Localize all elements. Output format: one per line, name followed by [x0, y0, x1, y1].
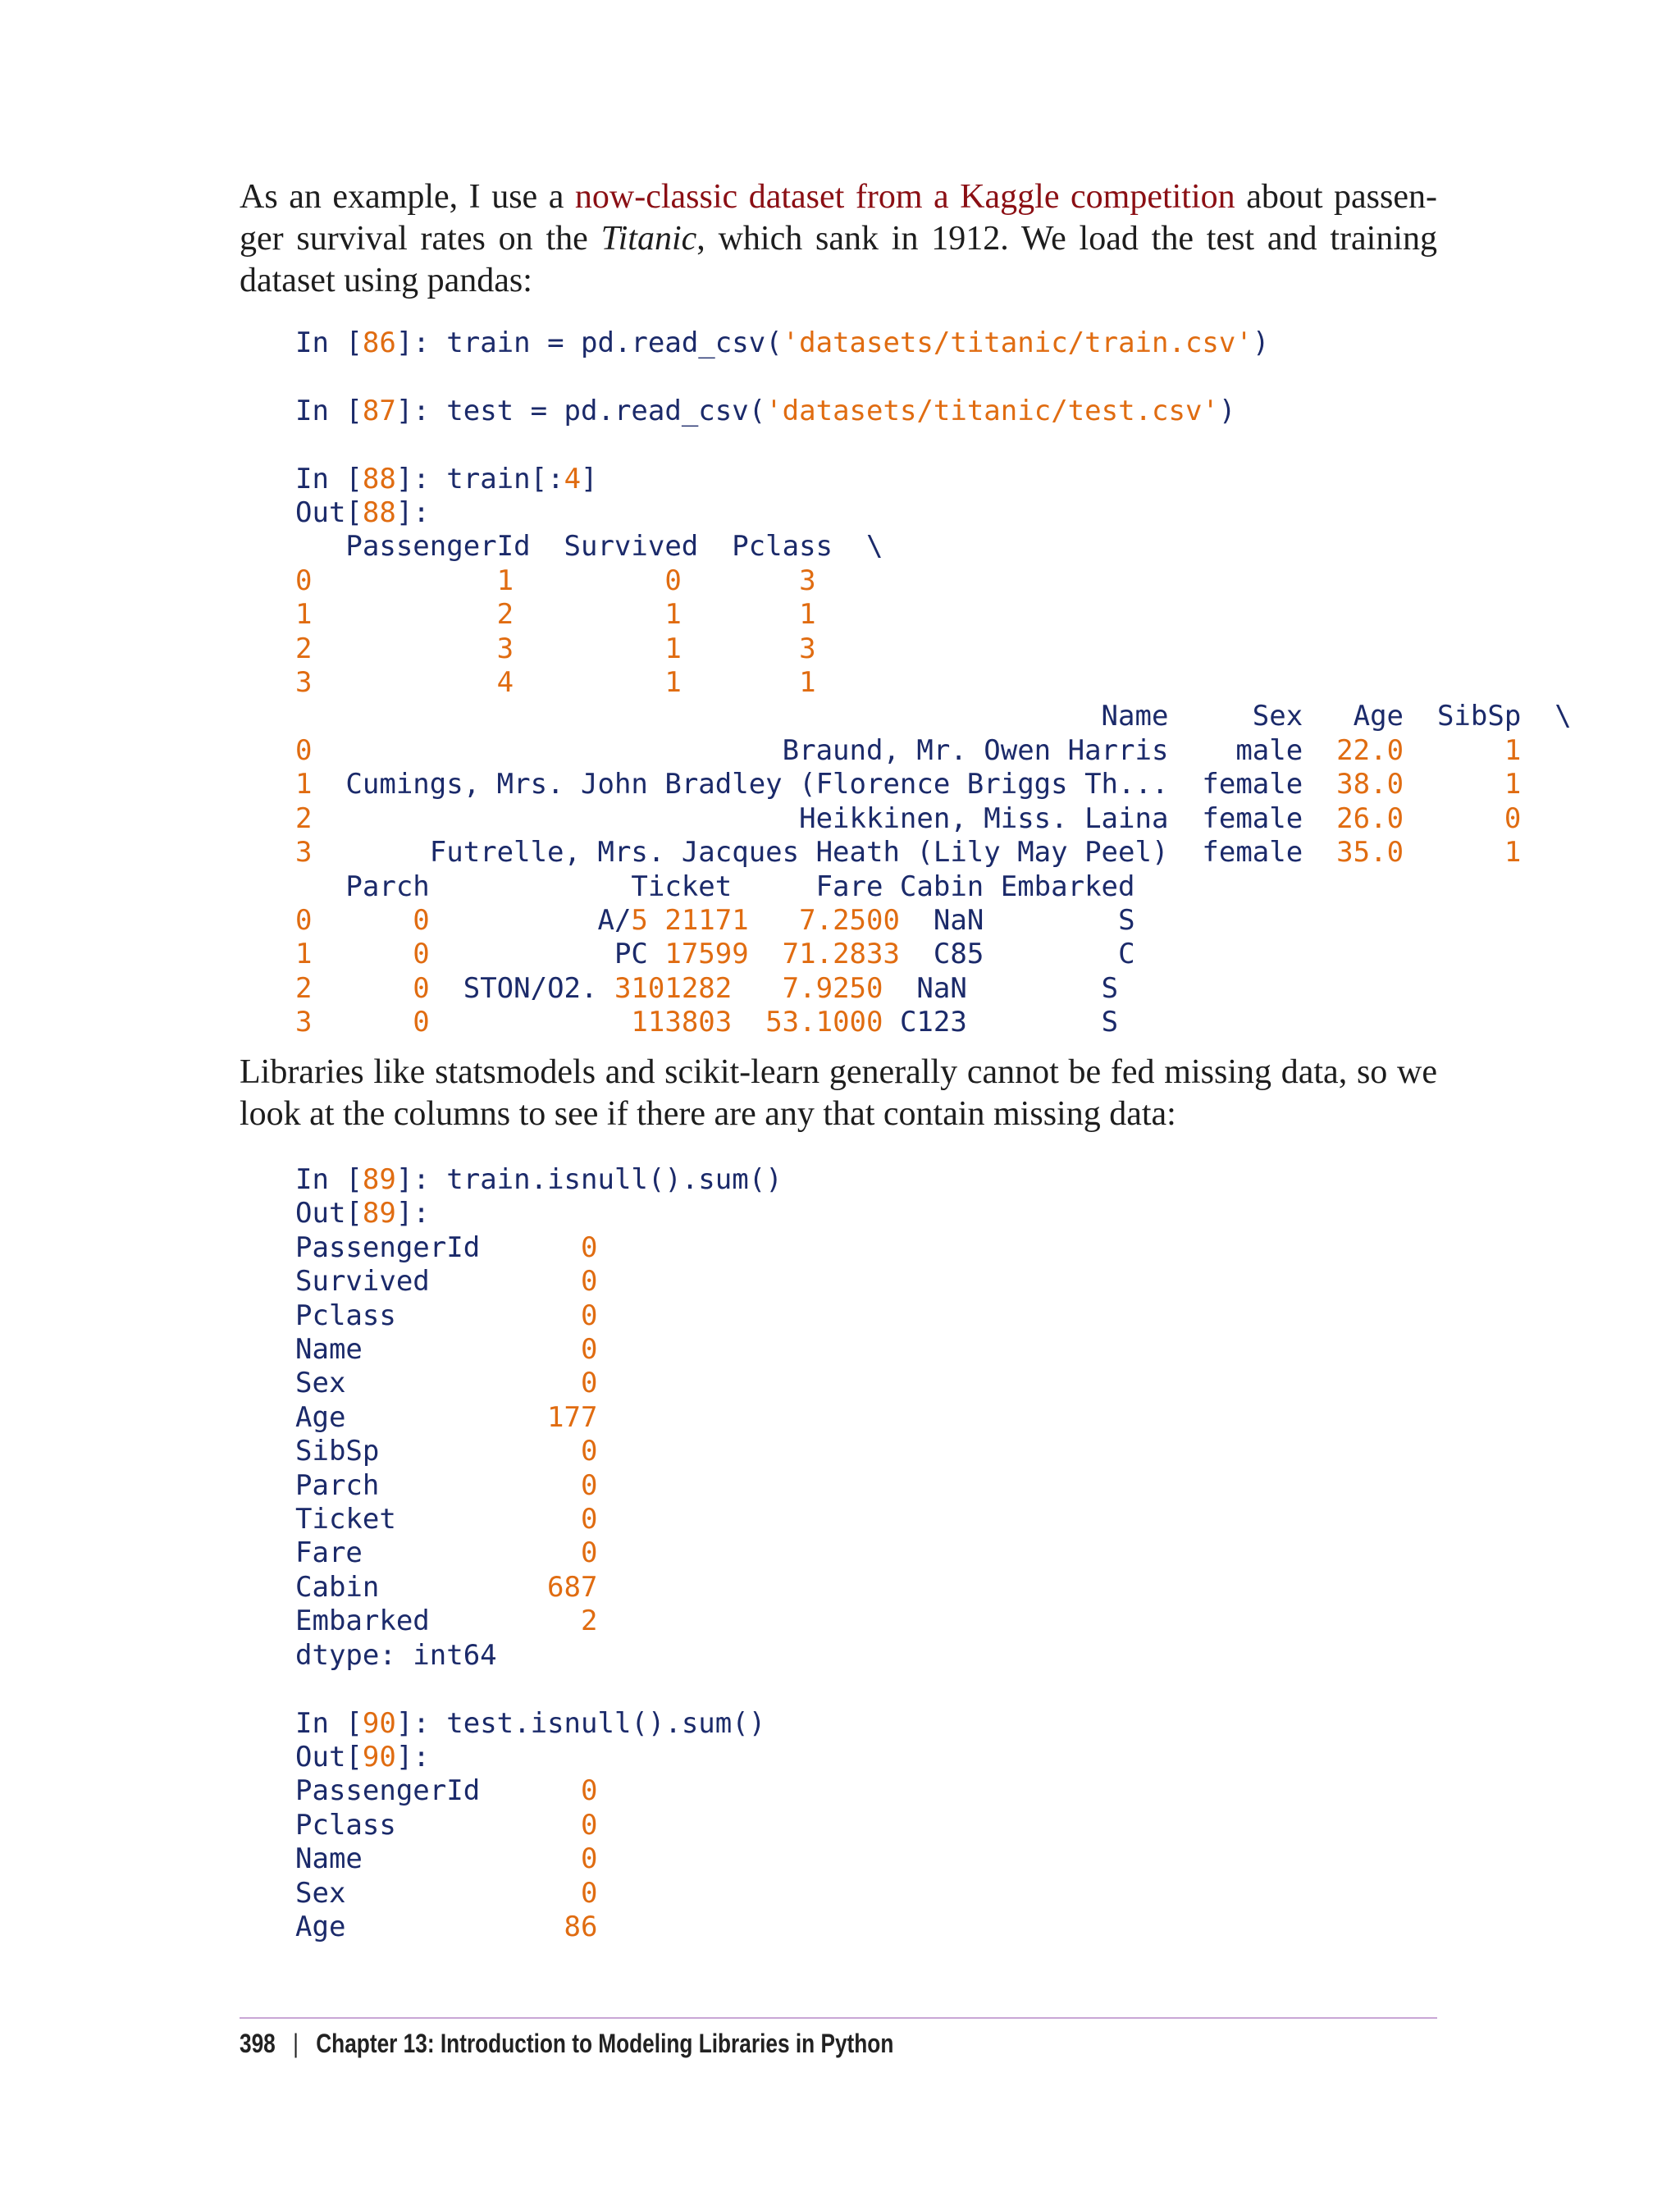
cell-name: Braund, Mr. Owen Harris: [312, 733, 1169, 767]
cell-cabin: C85: [899, 938, 984, 971]
dtype-line: dtype: int64: [295, 1638, 497, 1672]
table-row: [295, 904, 1135, 937]
row-index: 0: [295, 564, 313, 597]
code-line: In [89]: train.isnull().sum(): [295, 1163, 783, 1196]
test-null-counts: [295, 1774, 597, 1943]
series-value: 0: [496, 1808, 598, 1842]
cell-pclass: 3: [681, 564, 816, 597]
code-line: In [88]: train[:4]: [295, 462, 598, 495]
table-row: [295, 768, 1521, 801]
cell-sex: female: [1168, 801, 1303, 835]
cell-ticket-prefix: A/: [429, 903, 632, 937]
cell-ticket-number: 113803: [631, 1006, 733, 1039]
kaggle-dataset-link[interactable]: now-classic dataset from a Kaggle competition: [574, 178, 1235, 216]
cell-passengerid: 3: [312, 632, 514, 665]
cell-ticket-number: 17599: [664, 938, 749, 971]
series-value: 0: [496, 1265, 598, 1299]
cell-pclass: 3: [681, 632, 816, 665]
cell-sibsp: 1: [1404, 836, 1522, 870]
cell-fare: 7.9250: [732, 971, 883, 1005]
cell-sibsp: 1: [1404, 733, 1522, 767]
code-line: In [90]: test.isnull().sum(): [295, 1706, 766, 1740]
series-label: Embarked: [295, 1605, 497, 1638]
table-row: [295, 1842, 597, 1875]
table-row: [295, 1911, 597, 1943]
dataframe-block-1: [295, 564, 816, 699]
cell-pclass: 1: [681, 598, 816, 632]
cell-survived: 0: [514, 564, 682, 597]
series-value: 0: [496, 1367, 598, 1400]
series-label: Sex: [295, 1367, 497, 1400]
table-row: [295, 1333, 597, 1366]
train-null-counts: [295, 1231, 597, 1637]
series-value: 0: [496, 1774, 598, 1808]
table-row: [295, 1809, 597, 1842]
cell-ticket-prefix: STON/O2.: [429, 971, 614, 1005]
series-label: Sex: [295, 1876, 497, 1910]
cell-passengerid: 1: [312, 564, 514, 597]
cell-sex: male: [1168, 733, 1303, 767]
cell-embarked: S: [966, 971, 1119, 1005]
series-value: 0: [496, 1435, 598, 1468]
table-row: [295, 1231, 597, 1264]
table-row: [295, 632, 816, 665]
cell-ticket-number: 3101282: [614, 971, 733, 1005]
cell-age: 35.0: [1303, 836, 1404, 870]
cell-survived: 1: [514, 666, 682, 700]
dataframe-block-2: [295, 734, 1521, 869]
series-value: 0: [496, 1842, 598, 1876]
series-label: Ticket: [295, 1503, 497, 1536]
cell-pclass: 1: [681, 666, 816, 700]
series-value: 177: [496, 1400, 598, 1434]
df-header: Name Sex Age SibSp \: [295, 700, 1572, 733]
table-row: [295, 1299, 597, 1332]
intro-line-3: dataset using pandas:: [240, 262, 532, 299]
series-label: Pclass: [295, 1808, 497, 1842]
cell-sex: female: [1168, 768, 1303, 801]
series-value: 0: [496, 1503, 598, 1536]
series-value: 0: [496, 1333, 598, 1367]
table-row: [295, 1367, 597, 1399]
row-index: 3: [295, 836, 313, 870]
code-line: In [87]: test = pd.read_csv('datasets/titanic/test.csv'): [295, 394, 1236, 427]
series-label: PassengerId: [295, 1774, 497, 1808]
table-row: [295, 1536, 597, 1569]
cell-name: Heikkinen, Miss. Laina: [312, 801, 1169, 835]
cell-sibsp: 1: [1404, 768, 1522, 801]
series-label: Parch: [295, 1468, 497, 1502]
table-row: [295, 1605, 597, 1637]
dataframe-block-3: [295, 904, 1135, 1039]
table-row: [295, 564, 816, 597]
missing-line-2: look at the columns to see if there are any that contain missing data:: [240, 1095, 1176, 1133]
cell-ticket-number: 5 21171: [631, 903, 749, 937]
row-index: 1: [295, 938, 313, 971]
page-footer: [240, 2029, 893, 2059]
series-label: Survived: [295, 1265, 497, 1299]
table-row: [295, 598, 816, 631]
series-value: 2: [496, 1605, 598, 1638]
intro-text: ger survival rates on the: [240, 220, 601, 258]
cell-passengerid: 2: [312, 598, 514, 632]
cell-fare: 71.2833: [748, 938, 900, 971]
code-line: Out[89]:: [295, 1197, 430, 1230]
page-number: 398: [240, 2029, 276, 2058]
series-label: PassengerId: [295, 1230, 497, 1264]
series-label: Age: [295, 1400, 497, 1434]
missing-data-paragraph: [240, 1052, 1437, 1135]
cell-sex: female: [1168, 836, 1303, 870]
table-row: [295, 666, 816, 699]
series-label: Fare: [295, 1536, 497, 1570]
table-row: [295, 1006, 1118, 1039]
series-value: 0: [496, 1876, 598, 1910]
row-index: 2: [295, 801, 313, 835]
df-header: PassengerId Survived Pclass \: [295, 530, 883, 564]
table-row: [295, 734, 1521, 767]
intro-text: , which sank in 1912. We load the test and training: [696, 220, 1437, 258]
table-row: [295, 1265, 597, 1298]
table-row: [295, 938, 1135, 970]
series-label: Name: [295, 1333, 497, 1367]
series-label: Pclass: [295, 1299, 497, 1332]
code-line: In [86]: train = pd.read_csv('datasets/titanic/train.csv'): [295, 326, 1270, 359]
cell-fare: 7.2500: [748, 903, 900, 937]
series-label: Name: [295, 1842, 497, 1876]
code-block-isnull: [295, 1163, 783, 1944]
series-label: Age: [295, 1910, 497, 1943]
titanic-italic: Titanic: [600, 220, 697, 258]
table-row: [295, 1401, 597, 1434]
series-value: 0: [496, 1230, 598, 1264]
cell-embarked: S: [966, 1006, 1119, 1039]
series-label: SibSp: [295, 1435, 497, 1468]
cell-cabin: C123: [883, 1006, 967, 1039]
table-row: [295, 972, 1118, 1005]
footer-rule: [240, 2017, 1437, 2019]
row-index: 0: [295, 903, 313, 937]
intro-line-1: [240, 176, 1437, 218]
series-value: 687: [496, 1570, 598, 1604]
cell-name: Cumings, Mrs. John Bradley (Florence Briggs Th...: [312, 768, 1169, 801]
chapter-title: Chapter 13: Introduction to Modeling Libraries in Python: [316, 2029, 894, 2058]
table-row: [295, 1503, 597, 1536]
row-index: 2: [295, 632, 313, 665]
series-value: 0: [496, 1468, 598, 1502]
cell-ticket-prefix: [430, 1006, 632, 1039]
cell-embarked: S: [984, 903, 1135, 937]
table-row: [295, 836, 1521, 869]
cell-embarked: C: [984, 938, 1135, 971]
cell-parch: 0: [312, 1006, 430, 1039]
cell-parch: 0: [312, 971, 430, 1005]
table-row: [295, 1469, 597, 1502]
row-index: 1: [295, 598, 313, 632]
cell-cabin: NaN: [883, 971, 967, 1005]
intro-text: As an example, I use a: [240, 178, 575, 216]
cell-age: 38.0: [1303, 768, 1404, 801]
row-index: 3: [295, 1006, 313, 1039]
cell-name: Futrelle, Mrs. Jacques Heath (Lily May Peel): [312, 836, 1169, 870]
footer-separator: |: [293, 2029, 299, 2058]
table-row: [295, 1877, 597, 1910]
df-header: Parch Ticket Fare Cabin Embarked: [295, 870, 1135, 903]
row-index: 1: [295, 768, 313, 801]
row-index: 2: [295, 971, 313, 1005]
table-row: [295, 802, 1521, 835]
cell-sibsp: 0: [1404, 801, 1522, 835]
cell-passengerid: 4: [312, 666, 514, 700]
cell-ticket-prefix: PC: [429, 938, 665, 971]
series-value: 0: [496, 1299, 598, 1332]
table-row: [295, 1774, 597, 1807]
row-index: 3: [295, 666, 313, 700]
cell-survived: 1: [514, 598, 682, 632]
cell-age: 22.0: [1303, 733, 1404, 767]
cell-parch: 0: [312, 938, 430, 971]
series-value: 86: [496, 1910, 598, 1943]
row-index: 0: [295, 733, 313, 767]
code-line: Out[88]:: [295, 496, 430, 530]
intro-paragraph: [240, 176, 1437, 302]
cell-cabin: NaN: [899, 903, 984, 937]
cell-fare: 53.1000: [732, 1006, 883, 1039]
intro-line-2: [240, 218, 1437, 260]
code-line: Out[90]:: [295, 1740, 430, 1774]
series-value: 0: [496, 1536, 598, 1570]
intro-text: about passen-: [1235, 178, 1437, 216]
cell-survived: 1: [514, 632, 682, 665]
cell-age: 26.0: [1303, 801, 1404, 835]
cell-parch: 0: [312, 903, 430, 937]
table-row: [295, 1435, 597, 1468]
code-block-load: [295, 326, 1572, 1040]
missing-line-1: Libraries like statsmodels and scikit-learn generally cannot be fed missing data, so we: [240, 1053, 1437, 1091]
series-label: Cabin: [295, 1570, 497, 1604]
table-row: [295, 1571, 597, 1604]
